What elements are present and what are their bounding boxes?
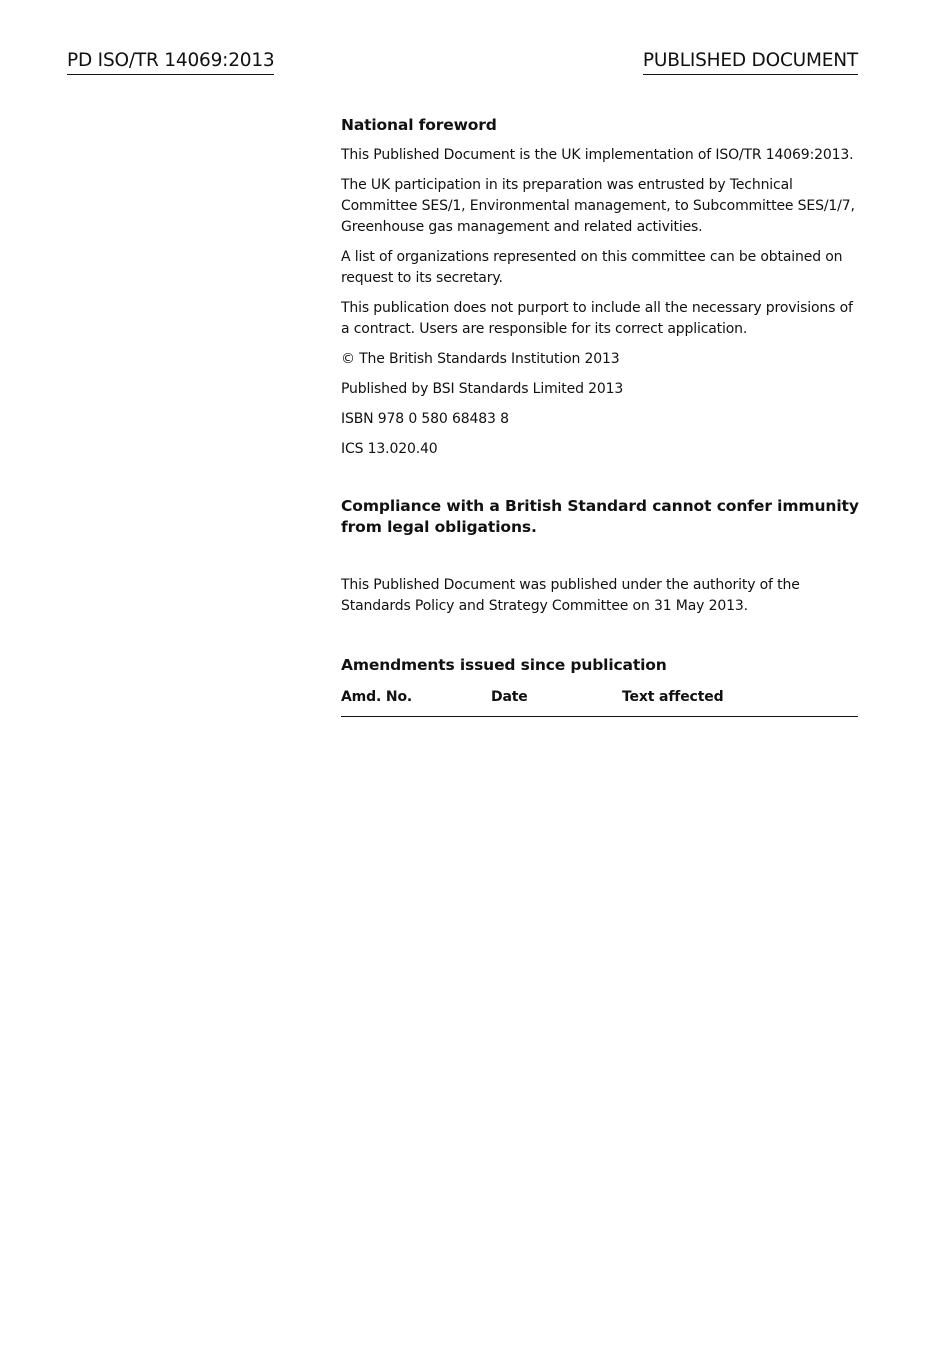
isbn-line: ISBN 978 0 580 68483 8 [341, 411, 509, 427]
foreword-paragraph-3: A list of organizations represented on this committee can be obtained on request to its secretary. [341, 249, 843, 286]
foreword-paragraph-1: This Published Document is the UK implementation of ISO/TR 14069:2013. [341, 147, 854, 163]
document-type-header: PUBLISHED DOCUMENT [643, 50, 858, 75]
foreword-paragraph-4: This publication does not purport to include all the necessary provisions of a contract. Users are responsible for its correct application. [341, 300, 853, 337]
amendments-table-header [341, 687, 858, 717]
publisher-line: Published by BSI Standards Limited 2013 [341, 381, 624, 397]
column-amd-no: Amd. No. [341, 689, 413, 705]
ics-line: ICS 13.020.40 [341, 441, 438, 457]
main-content [341, 114, 859, 717]
amendments-title: Amendments issued since publication [341, 656, 667, 674]
column-date: Date [491, 689, 528, 705]
compliance-statement: Compliance with a British Standard cannot confer immunity from legal obligations. [341, 497, 859, 536]
document-id-header: PD ISO/TR 14069:2013 [67, 50, 274, 75]
foreword-paragraph-2: The UK participation in its preparation was entrusted by Technical Committee SES/1, Environmental management, to Subcommittee SES/1/7, Greenhouse gas management and related activities. [341, 177, 855, 235]
foreword-title: National foreword [341, 116, 497, 134]
column-text-affected: Text affected [622, 689, 724, 705]
copyright-line: © The British Standards Institution 2013 [341, 351, 620, 367]
authority-statement: This Published Document was published under the authority of the Standards Policy and Strategy Committee on 31 May 2013. [341, 577, 800, 614]
